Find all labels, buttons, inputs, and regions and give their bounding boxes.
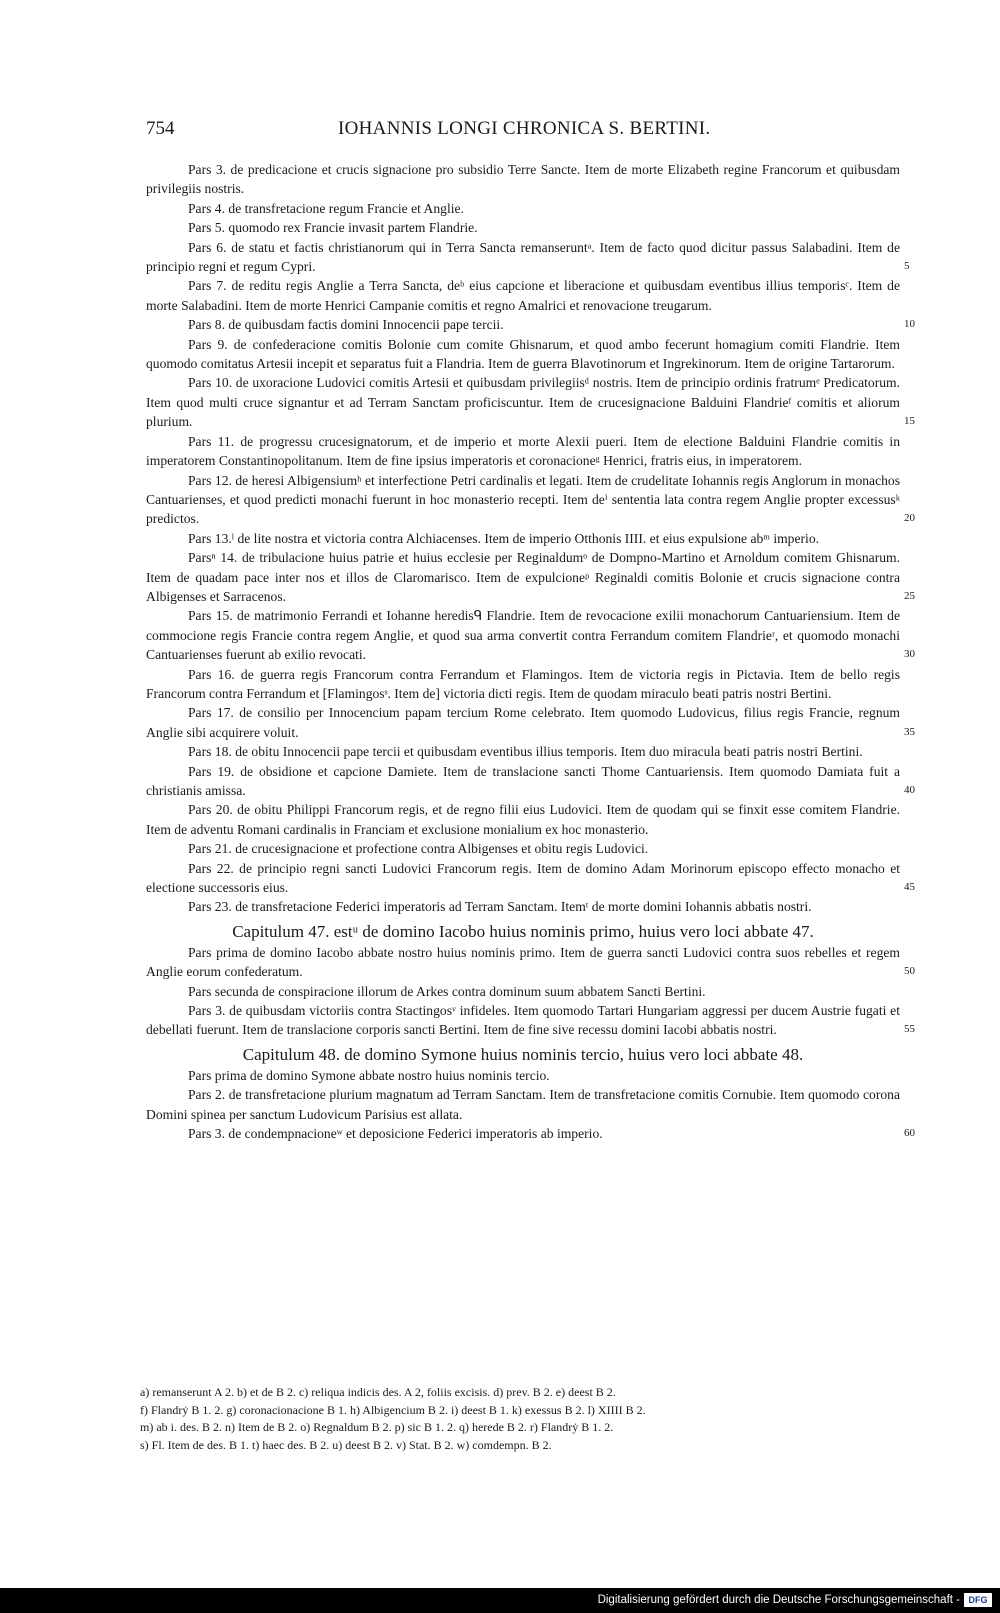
page-header [146,118,711,144]
index-entry [146,160,900,199]
index-entry [146,839,900,858]
index-entry [146,218,900,237]
index-entry [146,800,900,839]
index-entry [146,742,900,761]
footnote-row: s) Fl. Item de des. B 1. t) haec des. B 2. u) deest B 2. v) Stat. B 2. w) comdempn. B 2. [140,1437,552,1452]
index-entry [146,1066,900,1085]
index-entry [146,276,900,315]
index-text [146,160,915,1144]
entry-text: Pars 10. de uxoracione Ludovici comitis Artesii et quibusdam privilegiisᵈ nostris. Item de principio ordinis fratrumᵉ Predicatorum. Item quod multi cruce signantur et ad Terram Sanctam proficiscuntur. Item de crucesignacione Balduini Flandrieᶠ comitis et aliorum plurium. [146,375,900,430]
line-number: 40 [904,784,915,796]
line-number: 20 [904,512,915,525]
index-entry [146,665,900,704]
entry-text: Pars 19. de obsidione et capcione Damiete. Item de translacione sancti Thome Cantuariensis. Item quomodo Damiata fuit a christianis amissa. [146,763,900,798]
entry-text: Pars 7. de reditu regis Anglie a Terra Sancta, deᵇ eius capcione et liberacione et quibusdam eventibus illius temporisᶜ. Item de morte Salabadini. Item de morte Henrici Campanie comitis et regno Amalrici et renovacione treugarum. [146,278,900,313]
entry-text: Pars 23. de transfretacione Federici imperatoris ad Terram Sanctam. Itemᵗ de morte domini Iohannis abbatis nostri. [188,899,812,915]
index-entry [146,897,900,916]
index-entry [146,548,915,606]
line-number: 30 [904,648,915,661]
entry-text: Pars 8. de quibusdam factis domini Innocencii pape tercii. [188,317,504,333]
index-entry [146,432,900,471]
entry-text: Pars 6. de statu et factis christianorum qui in Terra Sancta remanseruntᵃ. Item de facto quod dicitur passus Salabadini. Item de principio regni et regum Cypri. [146,239,900,275]
line-number: 10 [904,318,915,331]
index-entry [146,315,915,334]
entry-text: Parsⁿ 14. de tribulacione huius patrie et huius ecclesie per Reginaldumᵒ de Dompno-Martino et Arnoldum comitem Ghisnarum. Item de quadam pace inter nos et illos de Claromarisco. Item de expulcioneᵖ Reginaldi comitis Bolonie et crucis signacione contra Albigenses et Sarracenos. [146,550,900,604]
index-entry [146,471,915,529]
entry-text: Pars prima de domino Iacobo abbate nostro huius nominis primo. Item de guerra sancti Ludovici contra suos rebelles et regem Anglie eorum confederatum. [146,944,900,980]
entry-text: Pars 4. de transfretacione regum Francie et Anglie. [188,200,464,216]
entry-text: Pars 12. de heresi Albigensiumʰ et interfectione Petri cardinalis et legati. Item de crudelitate Iohannis regis Anglorum in monachos Cantuarienses, et quod predicti monachi fuerunt in hoc monasterio recepti. Item deⁱ sententia lata contra regem Anglie propter excessusᵏ predictos. [146,472,900,527]
entry-text: Pars 21. de crucesignacione et profectione contra Albigenses et obitu regis Ludovici. [188,841,649,857]
line-number: 25 [904,589,915,602]
chapter-47-entries [146,943,915,1040]
line-number: 15 [904,415,915,428]
line-number: 55 [904,1023,915,1036]
entry-text: Pars 17. de consilio per Innocencium papam tercium Rome celebrato. Item quomodo Ludovicus, filius regis Francie, regnum Anglie sibi acquirere voluit. [146,705,900,740]
entry-text: Pars secunda de conspiracione illorum de Arkes contra dominum suum abbatem Sancti Bertini. [188,983,706,999]
index-entry [146,982,900,1001]
entry-text: Pars 3. de condempnacioneʷ et deposicione Federici imperatoris ab imperio. [188,1126,603,1142]
line-number: 45 [904,881,915,894]
index-entry [146,606,915,664]
index-entry [146,703,915,742]
index-entry [146,1124,915,1143]
entry-text: Pars 3. de quibusdam victoriis contra Stactingosᵛ infideles. Item quomodo Tartari Hungariam aggressi per ducem Austrie fugati et debellati fuerunt. Item de translacione corporis sancti Bertini. Item de fine sive recessu domini Iacobi abbatis nostri. [146,1003,900,1038]
chapter-48-entries [146,1066,915,1144]
page-number: 754 [146,118,175,139]
entry-text: Pars 3. de predicacione et crucis signacione pro subsidio Terre Sancte. Item de morte Elizabeth regine Francorum et quibusdam privilegiis nostris. [146,162,900,197]
footnote-row: a) remanserunt A 2. b) et de B 2. c) reliqua indicis des. A 2, foliis excisis. d) prev. B 2. e) deest B 2. [140,1385,616,1399]
entry-text: Pars 16. de guerra regis Francorum contra Ferrandum et Flamingos. Item de victoria regis in Pictavia. Item de bello regis Francorum contra Ferrandum et [Flamingosˢ. Item de] victoria dicti regis. Item de quodam miraculo beati patris nostri Bertini. [146,666,900,701]
entry-text: Pars 13.ˡ de lite nostra et victoria contra Alchiacenses. Item de imperio Otthonis IIII. et eius expulsione abᵐ imperio. [188,530,820,546]
entry-text: Pars 11. de progressu crucesignatorum, et de imperio et morte Alexii pueri. Item de electione Balduini Flandrie comitis in imperatorem Constantinopolitanum. Item de fine ipsius imperatoris et coronacioneᵍ Henrici, fratris eius, in imperatorem. [146,433,900,469]
footnote-row: f) Flandrẏ B 1. 2. g) coronacionacione B 1. h) Albigencium B 2. i) deest B 1. k) exessus B 2. l) XIIII B 2. [140,1402,646,1417]
index-entry [146,762,915,801]
line-number: 50 [904,965,915,978]
index-entry [146,529,900,548]
entry-text: Pars 15. de matrimonio Ferrandi et Iohanne heredisᑫ Flandrie. Item de revocacione exilii monachorum Cantuariensium. Item de commocione regis Francie contra regem Anglie, et quod sua arma convertit contra Ferrandum comitem Flandrieʳ, et quomodo monachi Cantuarienses fuerunt ab exilio revocati. [146,608,900,663]
running-title: IOHANNIS LONGI CHRONICA S. BERTINI. [338,118,711,139]
index-entry [146,238,910,277]
entry-text: Pars 9. de confederacione comitis Bolonie cum comite Ghisnarum, et quod ambo fecerunt homagium comiti Flandrie. Item quomodo comitatus Artesii incepit et separatus fuit a Flandria. Item de guerra Blavotinorum et Ingrekinorum. Item de origine Tartarorum. [146,336,900,372]
chapter-46-entries [146,160,915,917]
index-entry [146,1001,915,1040]
entry-text: Pars 22. de principio regni sancti Ludovici Francorum regis. Item de domino Adam Morinorum episcopo effecto monacho et electione successoris eius. [146,860,900,896]
entry-text: Pars 2. de transfretacione plurium magnatum ad Terram Sanctam. Item de transfretacione comitis Cornubie. Item quomodo corona Domini spinea per sanctum Ludovicum Parisius est allata. [146,1087,900,1122]
index-entry [146,943,915,982]
index-entry [146,859,915,898]
line-number: 60 [904,1127,915,1140]
index-entry [146,373,915,431]
funding-note: Digitalisierung gefördert durch die Deutsche Forschungsgemeinschaft - [597,1594,960,1606]
line-number: 5 [904,260,910,273]
footnote-row: m) ab i. des. B 2. n) Item de B 2. o) Regnaldum B 2. p) sic B 1. 2. q) herede B 2. r) Flandrẏ B 1. 2. [140,1420,614,1434]
entry-text: Pars 5. quomodo rex Francie invasit partem Flandrie. [188,220,478,236]
footer-bar [0,1588,1000,1613]
index-entry [146,1085,900,1124]
chapter-48-heading: Capitulum 48. de domino Symone huius nominis tercio, huius vero loci abbate 48. [242,1044,804,1064]
line-number: 35 [904,725,915,738]
entry-text: Pars 18. de obitu Innocencii pape tercii et quibusdam eventibus illius temporis. Item duo miracula beati patris nostri Bertini. [188,744,863,760]
dfg-logo: DFG [964,1593,992,1607]
entry-text: Pars 20. de obitu Philippi Francorum regis, et de regno filii eius Ludovici. Item de quodam qui se finxit esse comitem Flandrie. Item de adventu Romani cardinalis in Franciam et exclusione monialium ex hoc monasterio. [146,802,900,837]
entry-text: Pars prima de domino Symone abbate nostro huius nominis tercio. [188,1067,550,1083]
index-entry [146,199,900,218]
index-entry [146,335,900,374]
footnotes [140,1384,900,1454]
chapter-47-heading: Capitulum 47. estᵘ de domino Iacobo huius nominis primo, huius vero loci abbate 47. [232,921,814,941]
